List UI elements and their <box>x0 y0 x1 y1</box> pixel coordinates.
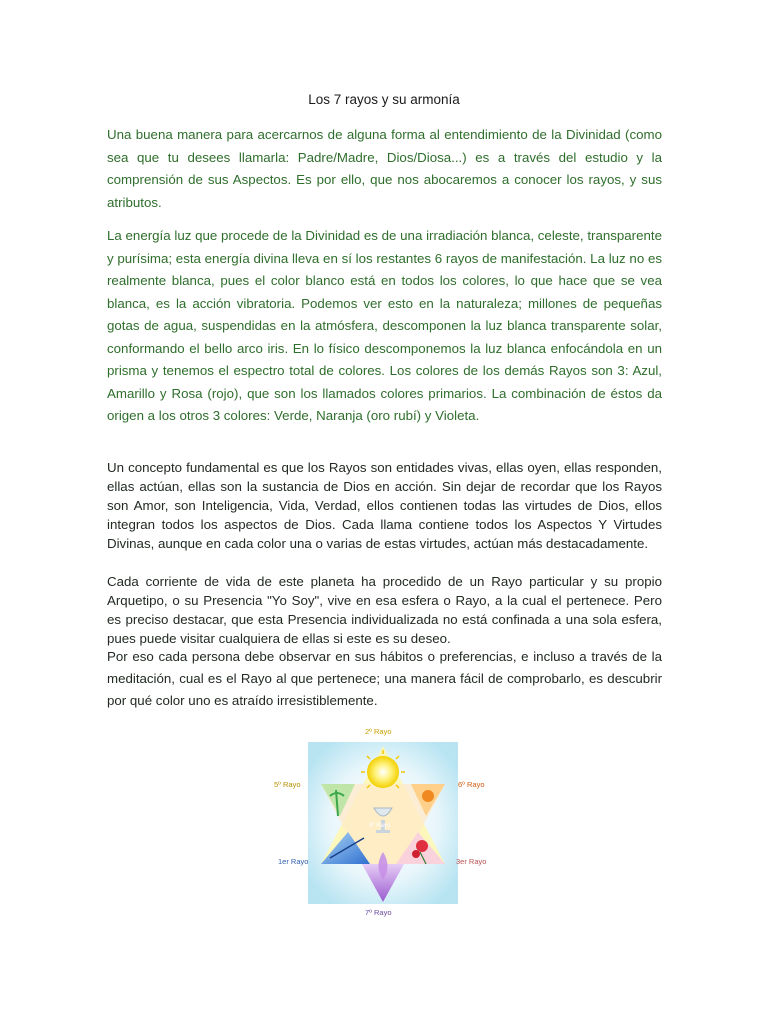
paragraph-energy: La energía luz que procede de la Divinidad es de una irradiación blanca, celeste, transparente y purísima; esta energía divina lleva en sí los restantes 6 rayos de manifestación. La luz no es realmente blanca, pues el color blanco está en todos los colores, lo que hace que se vea blanca, es la acción vibratoria. Podemos ver esto en la naturaleza; millones de pequeñas gotas de agua, suspendidas en la atmósfera, descomponen la luz blanca transparente solar, conformando el bello arco iris. En lo físico descomponemos la luz blanca enfocándola en un prisma y tenemos el espectro total de colores. Los colores de los demás Rayos son 3: Azul, Amarillo y Rosa (rojo), que son los llamados colores primarios. La combinación de éstos da origen a los otros 3 colores: Verde, Naranja (oro rubí) y Violeta. <box>107 228 662 423</box>
paragraph-concept: Un concepto fundamental es que los Rayos son entidades vivas, ellas oyen, ellas responden, ellas actúan, ellas son la sustancia de Dios en acción. Sin dejar de recordar que los Rayos son Amor, son Inteligencia, Vida, Verdad, ellos contienen todas las virtudes de Dios, ellos integran todos los aspectos de Dios. Cada llama contiene todos los Aspectos Y Virtudes Divinas, aunque en cada color una o varias de estas virtudes, actúan más destacadamente. <box>107 460 662 551</box>
paragraph-intro: Una buena manera para acercarnos de alguna forma al entendimiento de la Divinidad (como sea que tu desees llamarla: Padre/Madre, Dios/Diosa...) es a través del estudio y la comprensión de sus Aspectos. Es por ello, que nos abocaremos a conocer los rayos, y sus atributos. <box>107 127 662 210</box>
label-ray-2: 2º Rayo <box>365 727 392 736</box>
label-ray-3: 3er Rayo <box>456 857 487 866</box>
label-ray-4: 4º Rayo <box>369 823 391 829</box>
paragraph-life-stream: Cada corriente de vida de este planeta ha procedido de un Rayo particular y su propio Arquetipo, o su Presencia "Yo Soy", vive en esa esfera o Rayo, a la cual el pertenece. Pero es preciso destacar, que esta Presencia individualizada no está confinada a una sola esfera, pues puede visitar cualquiera de ellas si este es su deseo. <box>107 574 662 646</box>
sun-icon <box>367 756 399 788</box>
label-ray-7: 7º Rayo <box>365 908 392 917</box>
paragraph-observe: Por eso cada persona debe observar en sus hábitos o preferencias, e incluso a través de la meditación, cual es el Rayo al que pertenece; una manera fácil de comprobarlo, es descubrir por qué color uno es atraído irresistiblemente. <box>107 649 662 708</box>
rose-icon <box>416 840 428 852</box>
seven-rays-star-figure <box>270 724 500 924</box>
label-ray-6: 6º Rayo <box>458 780 485 789</box>
orange-flame-icon <box>422 790 434 802</box>
label-ray-1: 1er Rayo <box>278 857 309 866</box>
page-title: Los 7 rayos y su armonía <box>308 92 460 107</box>
label-ray-5: 5º Rayo <box>274 780 301 789</box>
